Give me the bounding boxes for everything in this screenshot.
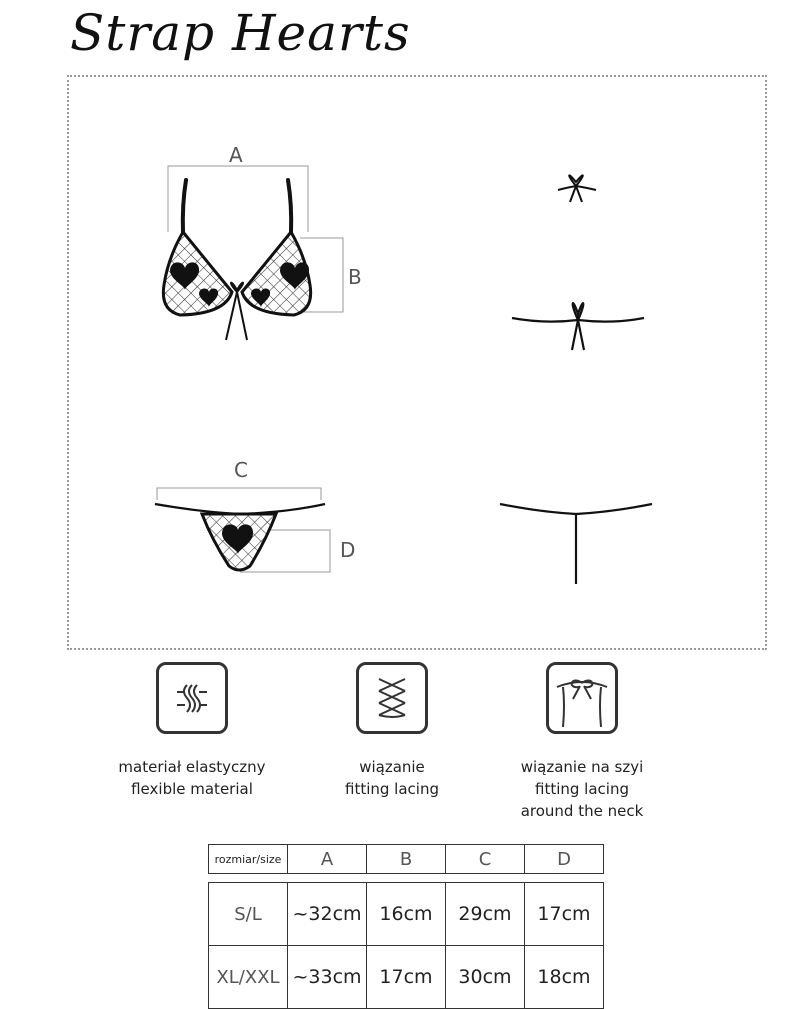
column-d-header: D bbox=[525, 845, 604, 874]
bra-right-cup bbox=[242, 232, 311, 315]
thong-back-view bbox=[500, 504, 652, 584]
column-c-header: C bbox=[446, 845, 525, 874]
dimension-a-label: A bbox=[229, 143, 243, 167]
table-row bbox=[209, 946, 604, 1009]
feature-caption-pl: wiązanie na szyi bbox=[520, 758, 644, 776]
feature-caption-en: fitting lacing bbox=[535, 780, 629, 798]
dimension-d-label: D bbox=[340, 538, 356, 562]
thong-front-panel bbox=[202, 514, 276, 570]
bra-back-neck-tie bbox=[558, 175, 596, 202]
size-value: 30cm bbox=[446, 946, 525, 1009]
bra-left-strap bbox=[183, 180, 186, 232]
dimension-c-marker bbox=[157, 488, 321, 500]
feature-caption-pl: materiał elastyczny bbox=[118, 758, 266, 776]
size-value: 16cm bbox=[367, 883, 446, 946]
dimension-c-label: C bbox=[234, 458, 248, 482]
size-value: 17cm bbox=[367, 946, 446, 1009]
feature-caption-pl: wiązanie bbox=[359, 758, 425, 776]
dimension-a-marker bbox=[168, 166, 308, 232]
product-title: Strap Hearts bbox=[70, 4, 411, 62]
column-b-header: B bbox=[367, 845, 446, 874]
table-row bbox=[209, 883, 604, 946]
neck-tie-icon bbox=[546, 662, 618, 734]
size-table-corner: rozmiar/size bbox=[209, 845, 288, 874]
size-label: S/L bbox=[209, 883, 288, 946]
bra-back-tie bbox=[512, 303, 644, 350]
feature-neck-lacing bbox=[482, 662, 682, 822]
bra-left-cup bbox=[163, 232, 232, 315]
size-value: 17cm bbox=[525, 883, 604, 946]
size-table bbox=[208, 844, 604, 1009]
size-table-header bbox=[209, 845, 604, 874]
feature-caption-en-2: around the neck bbox=[520, 802, 644, 820]
size-value: ~33cm bbox=[288, 946, 367, 1009]
feature-caption-en: fitting lacing bbox=[345, 780, 439, 798]
size-value: ~32cm bbox=[288, 883, 367, 946]
feature-caption-en: flexible material bbox=[131, 780, 253, 798]
feature-flexible-material bbox=[92, 662, 292, 800]
feature-fitting-lacing bbox=[292, 662, 492, 800]
elastic-icon bbox=[156, 662, 228, 734]
size-value: 18cm bbox=[525, 946, 604, 1009]
size-value: 29cm bbox=[446, 883, 525, 946]
lacing-icon bbox=[356, 662, 428, 734]
column-a-header: A bbox=[288, 845, 367, 874]
bra-right-strap bbox=[288, 180, 291, 232]
size-label: XL/XXL bbox=[209, 946, 288, 1009]
dimension-b-label: B bbox=[348, 265, 362, 289]
